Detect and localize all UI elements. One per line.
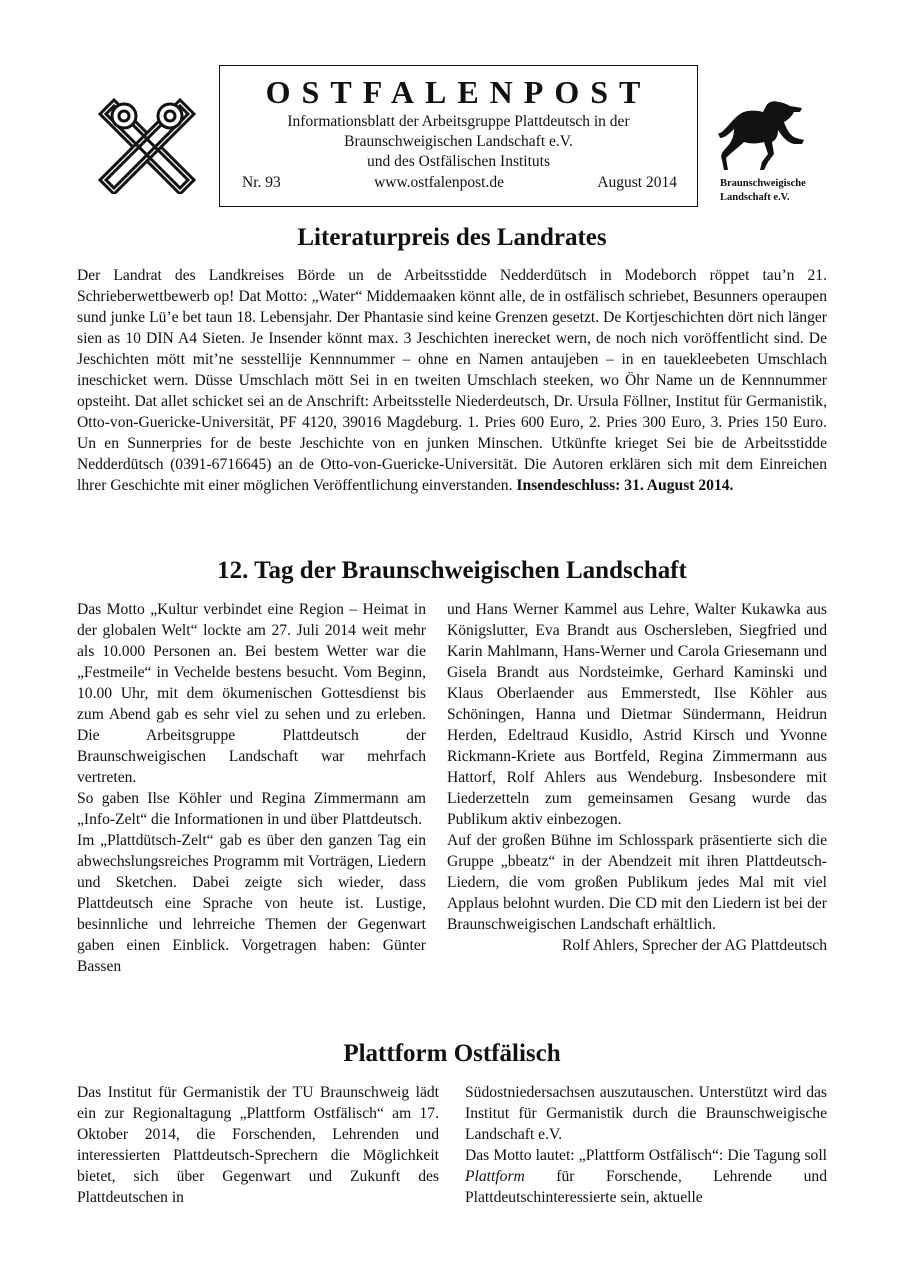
horse-icon: [716, 98, 806, 176]
paragraph: und Hans Werner Kammel aus Lehre, Walter Kukawka aus Königslutter, Eva Brandt aus Oschersleben, Siegfried und Karin Mahlmann, Hans-Werner und Carola Griesemann und Gisela Brandt aus Nordsteimke, Gerhard Kaminski und Klaus Oberlaender aus Emmerstedt, Ilse Köhler aus Schöningen, Hanna und Dietmar Sündermann, Heidrun Herden, Edeltraud Kusidlo, Astrid Kirsch und Yvonne Rickmann-Kriete aus Bortfeld, Regina Zimmermann aus Hattorf, Rolf Ahlers aus Wendeburg. Insbesondere mit Liederzetteln zum gemeinsamen Gesang wurde das Publikum aktiv einbezogen.: [447, 601, 827, 828]
masthead-meta: [242, 174, 677, 192]
text-span: für Forschende, Lehrende und Plattdeutschinteressierte sein, aktuelle: [465, 1168, 827, 1206]
subtitle-line: Braunschweigischen Landschaft e.V.: [344, 133, 573, 150]
issue-number: Nr. 93: [242, 174, 281, 191]
logo-caption: Braunschweigische: [720, 178, 806, 189]
paragraph: [465, 1145, 827, 1208]
article-text: Der Landrat des Landkreises Börde un de Arbeitsstidde Nedderdütsch in Modeborch röppet tau’n 21. Schrieberwettbewerb op! Dat Motto: „Water“ Middemaaken könnt alle, de in ostfälisch schriebet, Besunners operaupen sund junke Lü’e bet taun 18. Lebensjahr. Der Phantasie sind keine Grenzen gesetzt. De Kortjeschichten dört nich länger sien as 10 DIN A4 Sieten. Je Insender könnt max. 3 Jeschichten inerecket wern, de noch nich voröffentlicht sind. De Jeschichten mött mit’ne sesstellije Kennnummer – ohne en Namen antaujeben – in en tauekleebeten Umschlach ineschicket wern. Düsse Umschlach mött Sei in en tweiten Umschlach steeken, wo Öhr Name un de Kennnummer opsteiht. Dat allet schicket sei an de Anschrift: Arbeitsstelle Niederdeutsch, Dr. Ursula Föllner, Institut für Germanistik, Otto-von-Guericke-Universität, PF 4120, 39016 Magdeburg. 1. Pries 600 Euro, 2. Pries 300 Euro, 3. Pries 150 Euro. Un en Sunnerpries for de beste Jeschichte von en junken Minschen. Utkünfte krieget Sei bie de Arbeitsstidde Nedderdütsch (0391-6716645) an de Otto-von-Guericke-Universität. Die Autoren erklären sich mit dem Einreichen lhrer Geschichte mit einer möglichen Veröffentlichung einverstanden.: [77, 267, 827, 494]
paragraph: Das Motto „Kultur verbindet eine Region – Heimat in der globalen Welt“ lockte am 27. Juli 2014 weit mehr als 10.000 Personen an. Bei bestem Wetter war die „Festmeile“ in Vechelde bestens besucht. Vom Beginn, 10.00 Uhr, mit dem ökumenischen Gottesdienst bis zum Abend gab es sehr viel zu sehen und zu erleben. Die Arbeitsgruppe Plattdeutsch der Braunschweigischen Landschaft war mehrfach vertreten.: [77, 601, 426, 786]
deadline: Insendeschluss: 31. August 2014.: [516, 477, 734, 494]
signature: Rolf Ahlers, Sprecher der AG Plattdeutsch: [561, 937, 827, 954]
subtitle-line: und des Ostfälischen Instituts: [367, 153, 550, 170]
article-title: Literaturpreis des Landrates: [297, 224, 607, 251]
logo-caption: Landschaft e.V.: [720, 192, 790, 203]
issue-date: August 2014: [597, 174, 677, 191]
paragraph: So gaben Ilse Köhler und Regina Zimmermann am „Info-Zelt“ die Informationen in und über Plattdeutsch.: [77, 790, 426, 828]
paragraph: Das Institut für Germanistik der TU Braunschweig lädt ein zur Regionaltagung „Plattform Ostfälisch“ am 17. Oktober 2014, die Forschenden, Lehrenden und interessierten Plattdeutsch-Sprechern die Möglichkeit bietet, sich über Gegenwart und Zukunft des Plattdeutschen in: [77, 1084, 439, 1206]
article-column-left: [77, 1082, 439, 1208]
article-column-right: [447, 599, 827, 956]
emphasis: Plattform: [465, 1168, 525, 1185]
masthead: [219, 65, 698, 207]
article-title: 12. Tag der Braunschweigischen Landschaft: [217, 557, 687, 584]
website-link[interactable]: www.ostfalenpost.de: [374, 174, 504, 191]
article-column-right: [465, 1082, 827, 1208]
paragraph: Auf der großen Bühne im Schlosspark präsentierte sich die Gruppe „bbeatz“ in der Abendzeit mit ihren Plattdeutsch-Liedern, die vom großen Publikum jedes Mal mit viel Applaus belohnt wurden. Die CD mit den Liedern ist bei der Braunschweigischen Landschaft erhältlich.: [447, 832, 827, 933]
paragraph: Südostniedersachsen auszutauschen. Unterstützt wird das Institut für Germanistik durch die Braunschweigische Landschaft e.V.: [465, 1084, 827, 1143]
ostfalen-emblem-icon: [86, 96, 208, 194]
paragraph: Im „Plattdütsch-Zelt“ gab es über den ganzen Tag ein abwechslungsreiches Programm mit Vorträgen, Liedern und Sketchen. Dabei zeigte sich wieder, dass Plattdeutsch eine Sprache von heute ist. Lustige, besinnliche und lehrreiche Themen der Gegenwart gaben einen Einblick. Vorgetragen haben: Günter Bassen: [77, 832, 426, 975]
text-span: Das Motto lautet: „Plattform Ostfälisch“: Die Tagung soll: [465, 1147, 827, 1164]
article-title: Plattform Ostfälisch: [343, 1040, 561, 1067]
article-body: [77, 265, 827, 496]
subtitle-line: Informationsblatt der Arbeitsgruppe Plattdeutsch in der: [287, 113, 630, 130]
newsletter-title: OSTFALENPOST: [265, 74, 652, 110]
braunschweigische-landschaft-logo: [716, 98, 826, 206]
article-column-left: [77, 599, 426, 977]
